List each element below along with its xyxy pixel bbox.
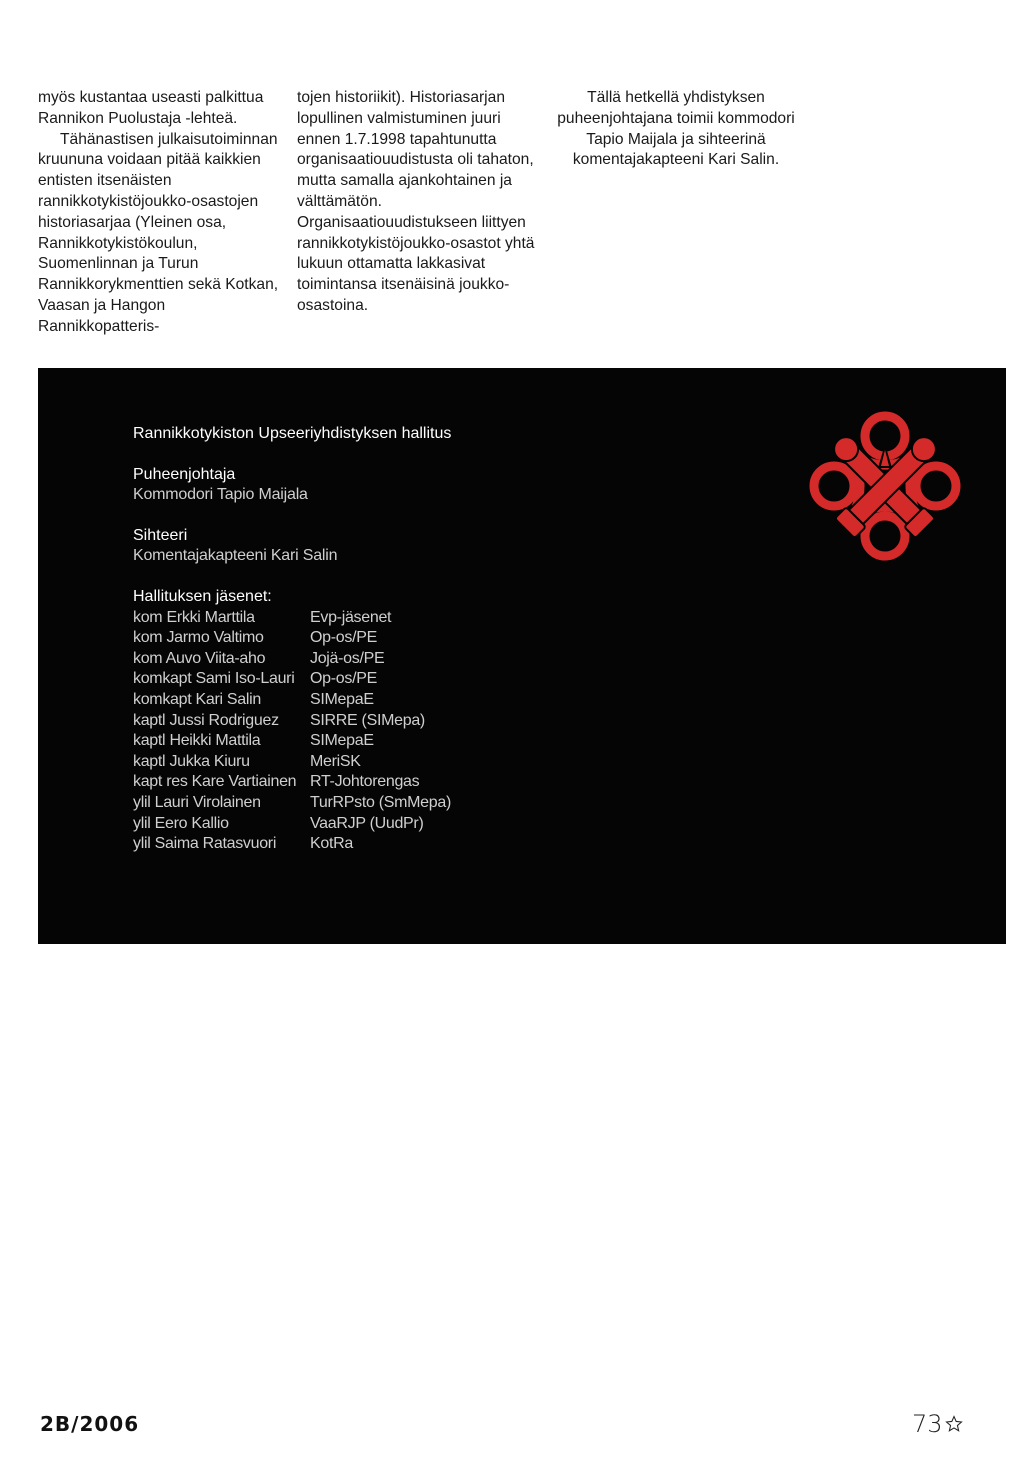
member-unit: Jojä-os/PE xyxy=(310,649,385,667)
member-unit: Op-os/PE xyxy=(310,670,377,688)
article-column-2 xyxy=(297,88,537,317)
member-row xyxy=(133,772,693,793)
col3-paragraph-1: Tällä hetkellä yhdistyksen puheenjohtajana toimii kommodori Tapio Maijala ja sihteerinä komentajakapteeni Kari Salin. xyxy=(557,89,795,169)
member-name: komkapt Sami Iso-Lauri xyxy=(133,670,295,688)
member-name: kaptl Heikki Mattila xyxy=(133,732,261,750)
secretary-block xyxy=(133,526,693,567)
member-name: ylil Saima Ratasvuori xyxy=(133,835,277,853)
member-row xyxy=(133,752,693,773)
member-row xyxy=(133,793,693,814)
member-unit: Op-os/PE xyxy=(310,629,377,647)
member-name: kaptl Jussi Rodriguez xyxy=(133,711,279,729)
board-panel xyxy=(38,368,1006,944)
member-row xyxy=(133,711,693,732)
member-unit: SIMepaE xyxy=(310,690,374,708)
member-row xyxy=(133,669,693,690)
member-unit: SIRRE (SIMepa) xyxy=(310,711,425,729)
chair-name: Kommodori Tapio Maijala xyxy=(133,486,308,504)
member-unit: SIMepaE xyxy=(310,732,374,750)
col1-paragraph-2: Tähänastisen julkaisutoiminnan kruununa voidaan pitää kaikkien entisten itsenäisten rannikkotykistöjoukko-osastojen historiasarjaa (Yleinen osa, Rannikkotykistökoulun, Suomenlinnan ja Turun Rannikkorykmenttien sekä Kotkan, Vaasan ja Hangon Rannikkopatteris- xyxy=(38,130,279,335)
star-icon xyxy=(945,1415,963,1433)
member-unit: KotRa xyxy=(310,835,353,853)
member-row xyxy=(133,649,693,670)
member-unit: Evp-jäsenet xyxy=(310,608,392,626)
member-name: ylil Lauri Virolainen xyxy=(133,793,261,811)
col1-paragraph-1: myös kustantaa useasti palkittua Rannikon Puolustaja -lehteä. xyxy=(38,89,264,127)
member-row xyxy=(133,814,693,835)
members-list xyxy=(133,608,693,855)
member-row xyxy=(133,834,693,855)
member-row xyxy=(133,690,693,711)
member-unit: VaaRJP (UudPr) xyxy=(310,814,424,832)
secretary-label: Sihteeri xyxy=(133,526,188,544)
member-name: kom Jarmo Valtimo xyxy=(133,629,264,647)
chair-block xyxy=(133,465,693,506)
issue-number: 2B/2006 xyxy=(40,1412,140,1436)
members-block xyxy=(133,587,693,855)
member-unit: TurRPsto (SmMepa) xyxy=(310,793,452,811)
board-content xyxy=(133,424,693,855)
member-row xyxy=(133,731,693,752)
secretary-name: Komentajakapteeni Kari Salin xyxy=(133,547,338,565)
member-row xyxy=(133,608,693,629)
board-title: Rannikkotykiston Upseeriyhdistyksen hallitus xyxy=(133,425,452,442)
page-number: 73 xyxy=(912,1410,943,1438)
member-name: komkapt Kari Salin xyxy=(133,690,261,708)
members-label: Hallituksen jäsenet: xyxy=(133,587,272,605)
member-name: kapt res Kare Vartiainen xyxy=(133,773,297,791)
chair-label: Puheenjohtaja xyxy=(133,465,236,483)
article-column-3 xyxy=(556,88,796,171)
member-unit: RT-Johtorengas xyxy=(310,773,420,791)
member-name: kom Erkki Marttila xyxy=(133,608,255,626)
coastal-artillery-emblem-icon xyxy=(808,406,963,566)
article-column-1 xyxy=(38,88,283,338)
member-name: kom Auvo Viita-aho xyxy=(133,649,266,667)
member-name: kaptl Jukka Kiuru xyxy=(133,752,250,770)
col2-paragraph-1: tojen historiikit). Historiasarjan lopullinen valmistuminen juuri ennen 1.7.1998 tapahtunutta organisaatiouudistusta oli tahaton, mutta samalla ajankohtainen ja välttämätön. Organisaatiouudistukseen liittyen rannikkotykistöjoukko-osastot yhtä lukuun ottamatta lakkasivat toimintansa itsenäisinä joukko-osastoina. xyxy=(297,89,535,314)
member-unit: MeriSK xyxy=(310,752,361,770)
page-number-block xyxy=(912,1410,963,1438)
member-row xyxy=(133,628,693,649)
member-name: ylil Eero Kallio xyxy=(133,814,229,832)
